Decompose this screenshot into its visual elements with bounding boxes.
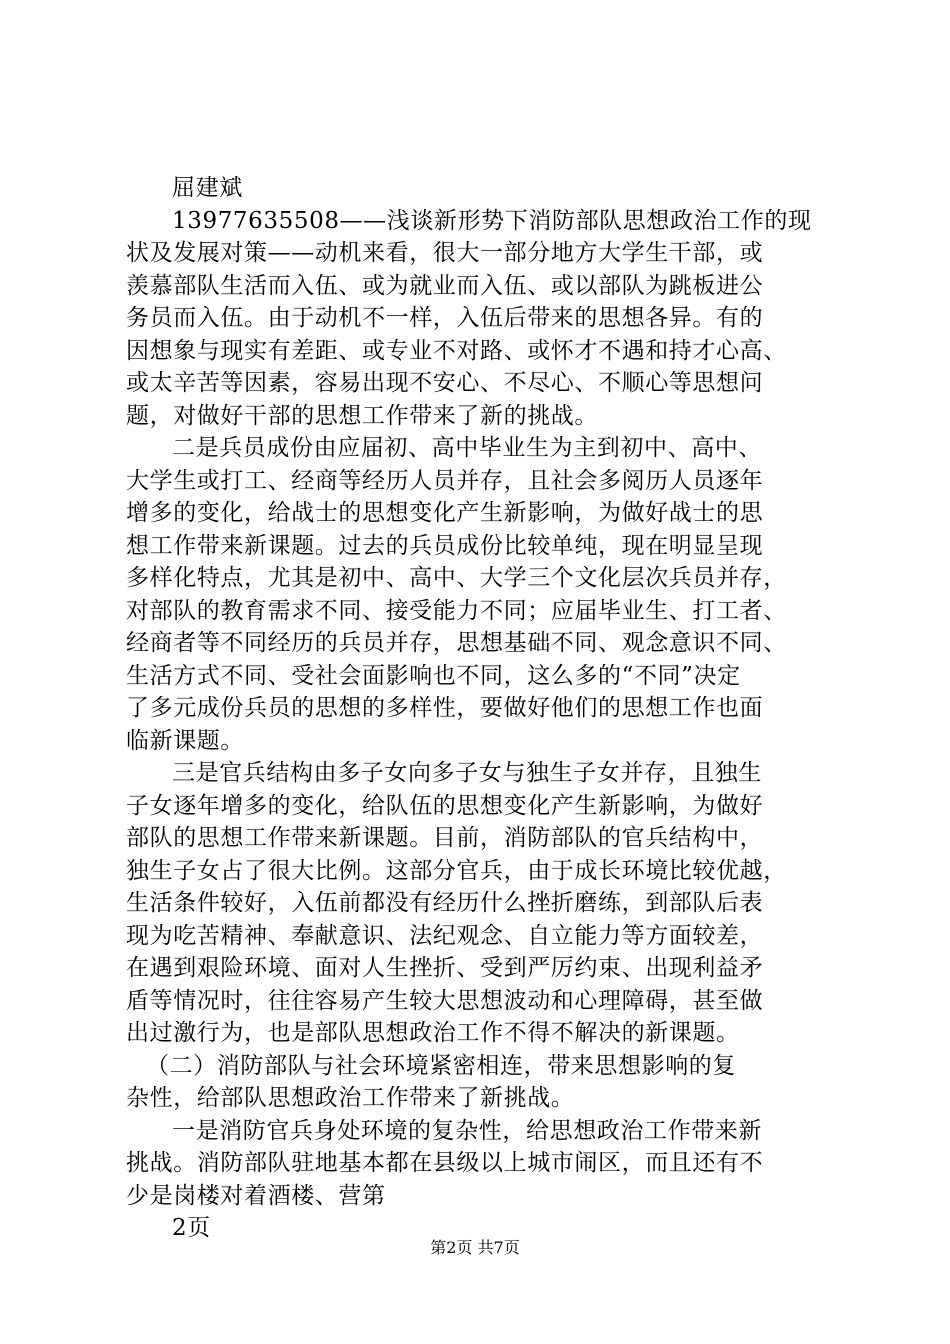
- text-line: 部队的思想工作带来新课题。目前，消防部队的官兵结构中，: [126, 825, 764, 851]
- page-footer: 第2页 共7页: [430, 1238, 520, 1257]
- text-line: 现为吃苦精神、奉献意识、法纪观念、自立能力等方面较差，: [126, 922, 764, 949]
- text-line: 三是官兵结构由多子女向多子女与独生子女并存，且独生: [172, 760, 762, 786]
- text-line: 增多的变化，给战士的思想变化产生新影响，为做好战士的思: [126, 500, 764, 526]
- text-line: 想工作带来新课题。过去的兵员成份比较单纯，现在明显呈现: [126, 532, 764, 559]
- text-line: 了多元成份兵员的思想的多样性，要做好他们的思想工作也面: [126, 695, 764, 721]
- text-line: 因想象与现实有差距、或专业不对路、或怀才不遇和持才心高、: [126, 337, 787, 364]
- page-number-inline: 2页: [172, 1215, 211, 1241]
- text-line: 题，对做好干部的思想工作带来了新的挑战。: [126, 402, 598, 429]
- text-line: 大学生或打工、经商等经历人员并存，且社会多阅历人员逐年: [126, 467, 764, 494]
- document-body: [126, 172, 838, 1245]
- text-line: 盾等情况时，往往容易产生较大思想波动和心理障碍，甚至做: [126, 987, 764, 1014]
- text-line: 状及发展对策——动机来看，很大一部分地方大学生干部，或: [126, 240, 764, 266]
- text-line: 杂性，给部队思想政治工作带来了新挑战。: [126, 1085, 575, 1111]
- text-line: 生活条件较好，入伍前都没有经历什么挫折磨练，到部队后表: [126, 890, 764, 916]
- text-line: 出过激行为，也是部队思想政治工作不得不解决的新课题。: [126, 1020, 740, 1046]
- text-line: 在遇到艰险环境、面对人生挫折、受到严厉约束、出现利益矛: [126, 955, 764, 981]
- text-line: 子女逐年增多的变化，给队伍的思想变化产生新影响，为做好: [126, 792, 764, 819]
- text-line: 挑战。消防部队驻地基本都在县级以上城市闹区，而且还有不: [126, 1150, 764, 1176]
- text-line: 独生子女占了很大比例。这部分官兵，由于成长环境比较优越，: [126, 857, 787, 884]
- text-line: 13977635508——浅谈新形势下消防部队思想政治工作的现: [172, 207, 812, 234]
- text-line: 临新课题。: [126, 727, 244, 754]
- text-line: 羡慕部队生活而入伍、或为就业而入伍、或以部队为跳板进公: [126, 272, 764, 299]
- text-line: 或太辛苦等因素，容易出现不安心、不尽心、不顺心等思想问: [126, 370, 764, 396]
- text-line: 务员而入伍。由于动机不一样，入伍后带来的思想各异。有的: [126, 305, 764, 331]
- text-line: 一是消防官兵身处环境的复杂性，给思想政治工作带来新: [172, 1117, 762, 1144]
- text-line: 少是岗楼对着酒楼、营第: [126, 1182, 386, 1209]
- text-line: 生活方式不同、受社会面影响也不同，这么多的“不同”决定: [126, 662, 741, 689]
- text-line: 多样化特点，尤其是初中、高中、大学三个文化层次兵员并存，: [126, 565, 787, 591]
- author-line: 屈建斌: [172, 175, 243, 201]
- text-line: 二是兵员成份由应届初、高中毕业生为主到初中、高中、: [172, 435, 762, 461]
- text-line: （二）消防部队与社会环境紧密相连，带来思想影响的复: [146, 1052, 736, 1079]
- text-line: 对部队的教育需求不同、接受能力不同；应届毕业生、打工者、: [126, 597, 787, 624]
- text-line: 经商者等不同经历的兵员并存，思想基础不同、观念意识不同、: [126, 630, 787, 656]
